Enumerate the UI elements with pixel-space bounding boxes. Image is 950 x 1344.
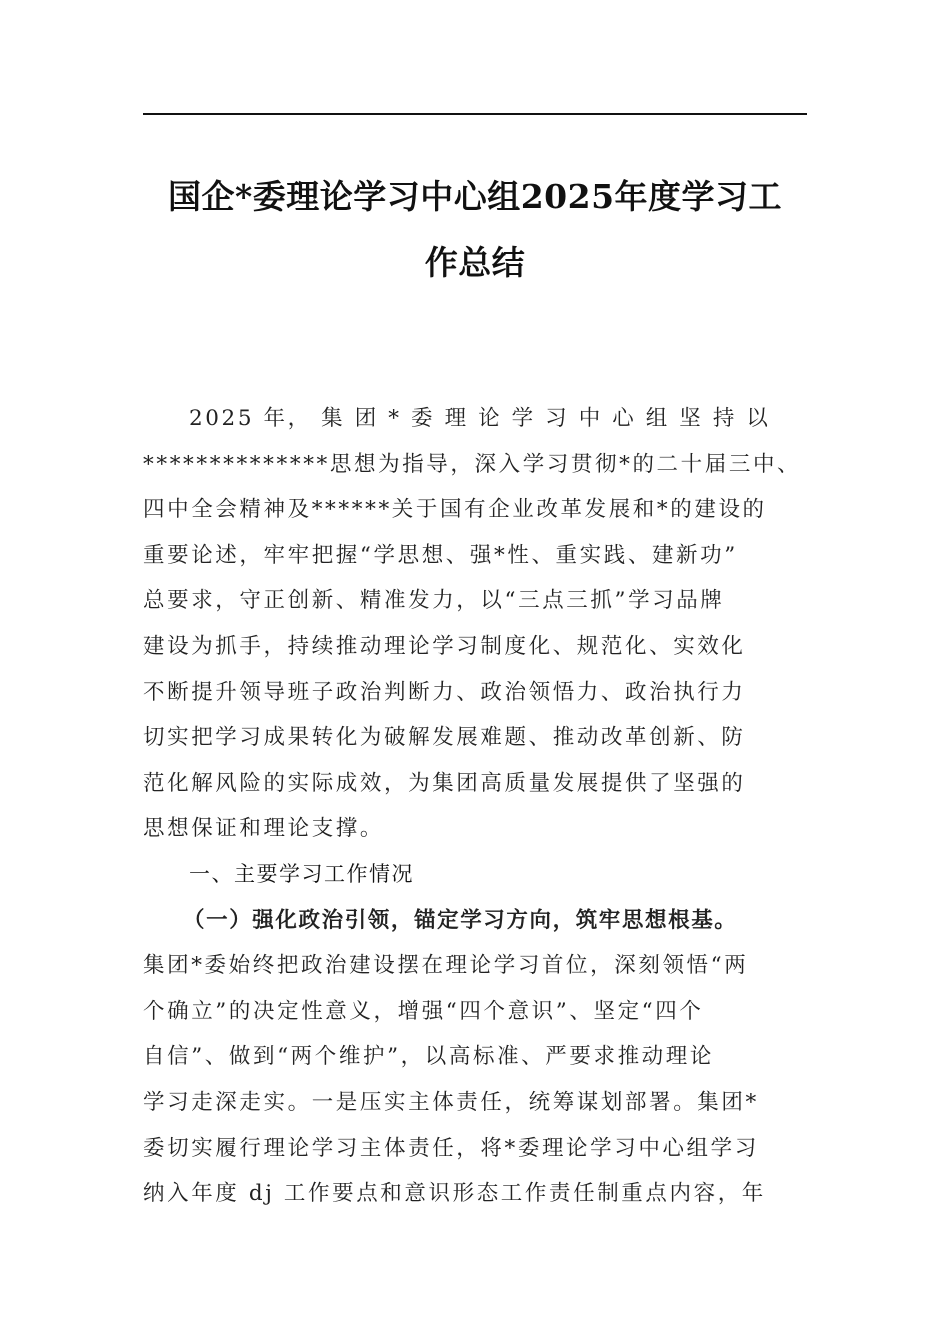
paragraph-line: 不断提升领导班子政治判断力、政治领悟力、政治执行力: [143, 679, 746, 705]
paragraph-line: 学习走深走实。一是压实主体责任，统筹谋划部署。集团*: [143, 1089, 759, 1115]
header-rule: [143, 113, 807, 115]
subsection-paragraph: [143, 898, 807, 1217]
paragraph-line: 建设为抓手，持续推动理论学习制度化、规范化、实效化: [143, 633, 746, 659]
paragraph-line: 切实把学习成果转化为破解发展难题、推动改革创新、防: [143, 725, 746, 751]
paragraph-line: 总要求，守正创新、精准发力，以“三点三抓”学习品牌: [143, 588, 725, 614]
subsection-heading: （一）强化政治引领，锚定学习方向，筑牢思想根基。: [183, 907, 738, 933]
paragraph-line: 思想保证和理论支撑。: [143, 816, 385, 842]
intro-paragraph: [143, 396, 807, 852]
title-line-1: 国企*委理论学习中心组2025年度学习工: [167, 177, 783, 216]
title-line-2: 作总结: [424, 243, 526, 282]
document-body: [143, 396, 807, 1217]
paragraph-line: **************思想为指导，深入学习贯彻*的二十届三中、: [143, 451, 802, 477]
paragraph-line: 集团*委始终把政治建设摆在理论学习首位，深刻领悟“两: [143, 953, 749, 979]
paragraph-line: 重要论述，牢牢把握“学思想、强*性、重实践、建新功”: [143, 542, 738, 568]
paragraph-line: 范化解风险的实际成效，为集团高质量发展提供了坚强的: [143, 770, 746, 796]
document-title: [143, 164, 807, 296]
paragraph-line: 委切实履行理论学习主体责任，将*委理论学习中心组学习: [143, 1135, 759, 1161]
paragraph-line: 2025 年， 集 团 * 委 理 论 学 习 中 心 组 坚 持 以: [189, 406, 771, 431]
paragraph-line: 自信”、做到“两个维护”，以高标准、严要求推动理论: [143, 1044, 714, 1070]
section-heading: 一、主要学习工作情况: [189, 861, 414, 886]
paragraph-line: 纳入年度 dj 工作要点和意识形态工作责任制重点内容，年: [143, 1181, 766, 1207]
paragraph-line: 个确立”的决定性意义，增强“四个意识”、坚定“四个: [143, 998, 704, 1024]
paragraph-line: 四中全会精神及******关于国有企业改革发展和*的建设的: [143, 497, 767, 523]
